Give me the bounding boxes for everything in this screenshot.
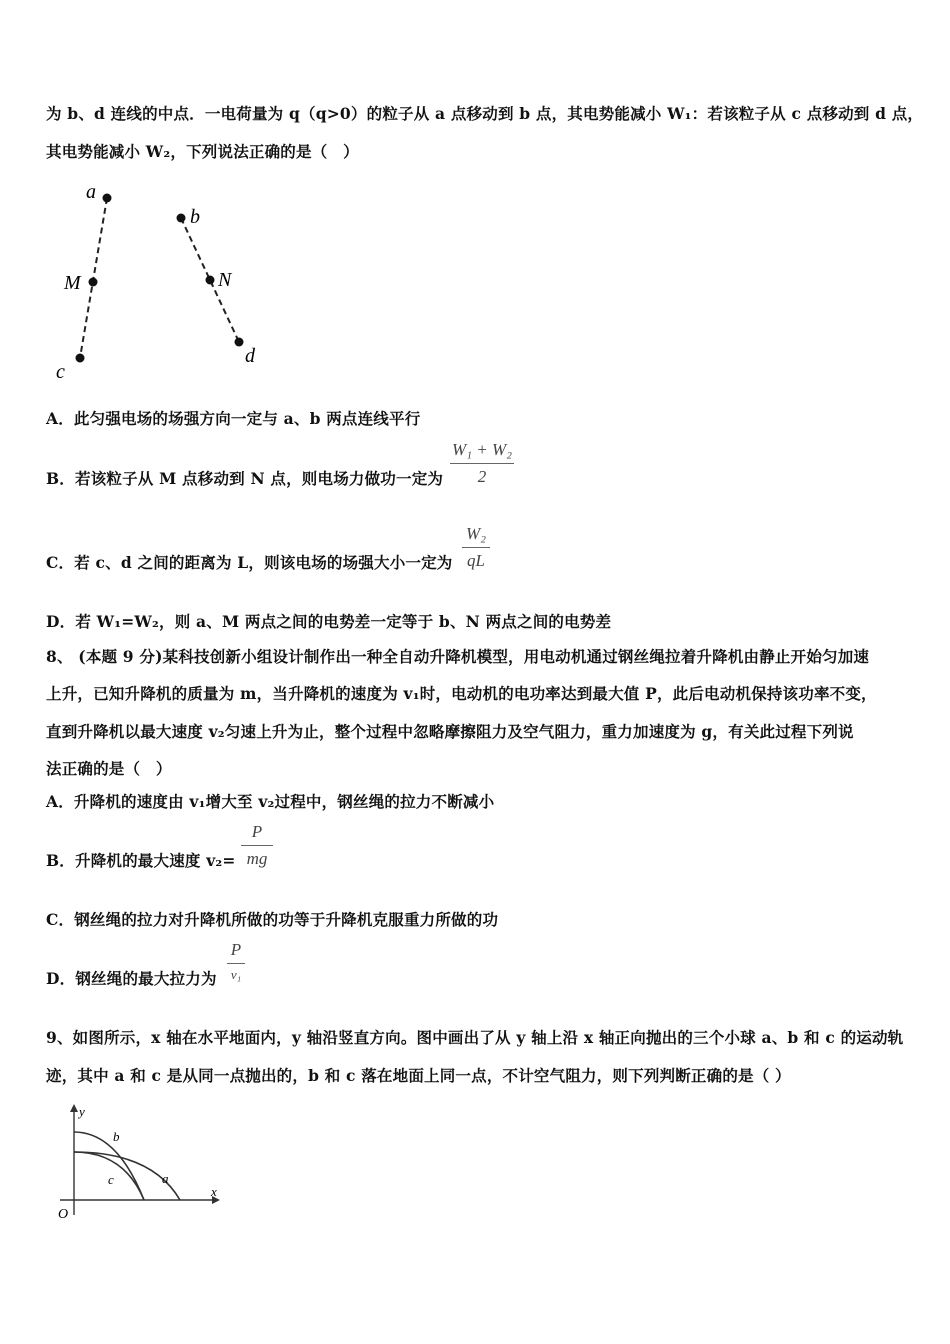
fraction-denominator: mg xyxy=(246,849,268,868)
label-b: b xyxy=(113,1129,120,1144)
q8-option-b: B．升降机的最大速度 v₂= xyxy=(46,851,236,870)
q8-option-c: C．钢丝绳的拉力对升降机所做的功等于升降机克服重力所做的功 xyxy=(46,910,499,929)
q8-stem-line1: 8、 (本题 9 分)某科技创新小组设计制作出一种全自动升降机模型，用电动机通过钢丝绳拉着升降机由静止开始匀加速 xyxy=(46,647,870,666)
fraction-denominator: 2 xyxy=(477,467,487,486)
q8-option-d-fraction xyxy=(227,940,245,983)
q8-option-d: D．钢丝绳的最大拉力为 xyxy=(46,969,217,988)
q7-option-c: C．若 c、d 之间的距离为 L，则该电场的场强大小一定为 xyxy=(46,553,453,572)
label-O: O xyxy=(58,1207,69,1222)
q7-figure xyxy=(50,175,290,390)
label-a: a xyxy=(86,181,96,203)
q7-stem-line1: 为 b、d 连线的中点．一电荷量为 q（q>0）的粒子从 a 点移动到 b 点，其电势能减小 W₁：若该粒子从 c 点移动到 d 点， xyxy=(46,104,924,123)
q8-stem-line4: 法正确的是（ ） xyxy=(46,759,172,778)
fraction-denominator: qL xyxy=(467,551,485,570)
label-d: d xyxy=(245,345,255,367)
label-c: c xyxy=(56,361,65,383)
q9-stem-line1: 9、如图所示，x 轴在水平地面内，y 轴沿竖直方向。图中画出了从 y 轴上沿 x 轴正向抛出的三个小球 a、b 和 c 的运动轨 xyxy=(46,1028,904,1047)
label-y: y xyxy=(79,1104,85,1119)
fraction-numerator: W₁ + W₂ xyxy=(451,440,513,459)
fraction-denominator: v₁ xyxy=(230,967,242,982)
fraction-numerator: W₂ xyxy=(465,524,487,543)
point-d xyxy=(235,338,244,347)
point-M xyxy=(89,278,98,287)
fraction-numerator: P xyxy=(251,822,263,841)
label-c: c xyxy=(108,1172,114,1187)
label-N: N xyxy=(218,269,232,291)
trajectory-b xyxy=(74,1132,144,1200)
q8-stem-line2: 上升，已知升降机的质量为 m，当升降机的速度为 v₁时，电动机的电功率达到最大值 P，此后电动机保持该功率不变， xyxy=(46,684,877,703)
point-N xyxy=(206,276,215,285)
point-b xyxy=(177,214,186,223)
q8-stem-line3: 直到升降机以最大速度 v₂匀速上升为止，整个过程中忽略摩擦阻力及空气阻力，重力加速度为 g，有关此过程下列说 xyxy=(46,722,854,741)
point-a xyxy=(103,194,112,203)
q7-option-d: D．若 W₁=W₂，则 a、M 两点之间的电势差一定等于 b、N 两点之间的电势差 xyxy=(46,612,612,631)
fraction-numerator: P xyxy=(230,940,242,959)
q7-option-b-fraction xyxy=(450,440,514,487)
q9-figure xyxy=(52,1100,232,1225)
q8-option-b-fraction xyxy=(241,822,273,869)
q7-stem-line2: 其电势能减小 W₂，下列说法正确的是（ ） xyxy=(46,142,359,161)
label-M: M xyxy=(64,272,81,294)
label-a: a xyxy=(162,1171,169,1186)
q7-option-a: A．此匀强电场的场强方向一定与 a、b 两点连线平行 xyxy=(46,409,421,428)
q7-option-c-fraction xyxy=(462,524,490,571)
point-c xyxy=(76,354,85,363)
label-x: x xyxy=(211,1184,217,1199)
q7-option-b: B．若该粒子从 M 点移动到 N 点，则电场力做功一定为 xyxy=(46,469,444,488)
q9-stem-line2: 迹，其中 a 和 c 是从同一点抛出的，b 和 c 落在地面上同一点，不计空气阻力，则下列判断正确的是（ ） xyxy=(46,1066,791,1085)
q8-option-a: A．升降机的速度由 v₁增大至 v₂过程中，钢丝绳的拉力不断减小 xyxy=(46,792,495,811)
label-b: b xyxy=(190,206,200,228)
